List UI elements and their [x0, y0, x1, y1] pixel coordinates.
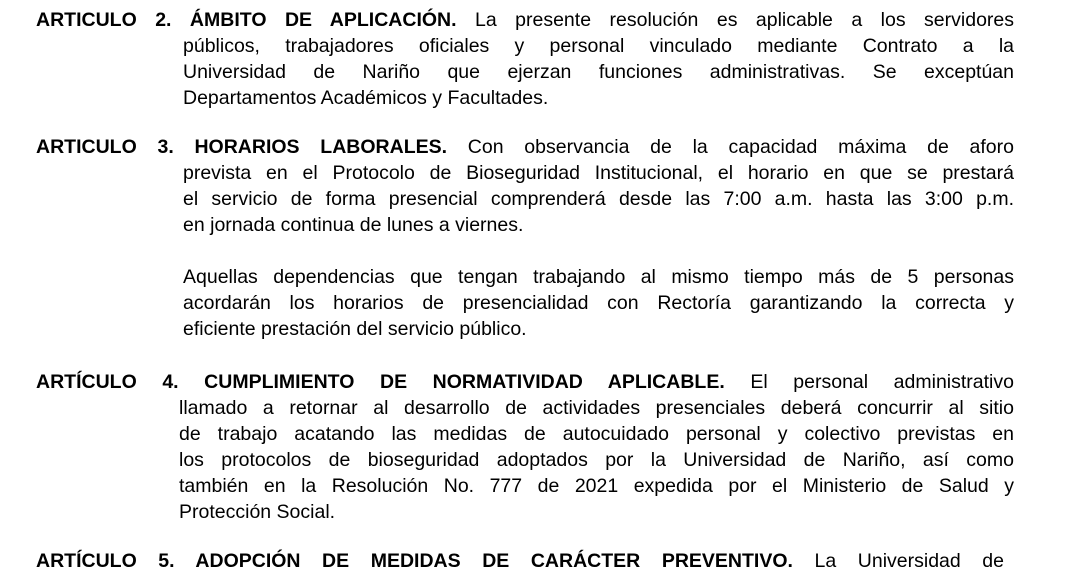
article-4-text-line-5: también en la Resolución No. 777 de 2021 expedida por el Ministerio de Salud y	[179, 475, 1014, 497]
article-5-first-line	[36, 548, 1004, 574]
article-3-text-line-1: Con observancia de la capacidad máxima de aforo	[467, 136, 1014, 158]
article-2-text-line-2: públicos, trabajadores oficiales y personal vinculado mediante Contrato a la	[183, 35, 1014, 57]
article-3-first-line	[36, 134, 1014, 160]
article-4-text-line-4: los protocolos de bioseguridad adoptados por la Universidad de Nariño, así como	[179, 449, 1014, 471]
article-2-text-line-3: Universidad de Nariño que ejerzan funciones administrativas. Se exceptúan	[183, 61, 1014, 83]
article-4-text-line-6: Protección Social.	[179, 501, 336, 523]
article-4-first-line	[36, 369, 1014, 395]
article-5-text-line-1: La Universidad de	[814, 550, 1004, 572]
article-3-para2-line-3: eficiente prestación del servicio público.	[183, 318, 527, 340]
article-3-text-line-2: prevista en el Protocolo de Bioseguridad Institucional, el horario en que se prestará	[183, 162, 1014, 184]
article-2-label: ARTICULO 2. ÁMBITO DE APLICACIÓN.	[36, 9, 457, 31]
article-4-text-line-2: llamado a retornar al desarrollo de actividades presenciales deberá concurrir al sitio	[179, 397, 1014, 419]
article-2-text-line-4: Departamentos Académicos y Facultades.	[183, 87, 549, 109]
article-4-text-line-1: El personal administrativo	[750, 371, 1014, 393]
article-3-para2-line-2: acordarán los horarios de presencialidad con Rectoría garantizando la correcta y	[183, 292, 1014, 314]
article-3-text-line-3: el servicio de forma presencial comprenderá desde las 7:00 a.m. hasta las 3:00 p.m.	[183, 188, 1014, 210]
article-2-first-line	[36, 7, 1014, 33]
article-5-label: ARTÍCULO 5. ADOPCIÓN DE MEDIDAS DE CARÁCTER PREVENTIVO.	[36, 550, 793, 572]
article-3-para2-line-1: Aquellas dependencias que tengan trabajando al mismo tiempo más de 5 personas	[183, 266, 1014, 288]
article-2-text-line-1: La presente resolución es aplicable a los servidores	[475, 9, 1014, 31]
article-4-label: ARTÍCULO 4. CUMPLIMIENTO DE NORMATIVIDAD APLICABLE.	[36, 371, 725, 393]
article-3-text-line-4: en jornada continua de lunes a viernes.	[183, 214, 524, 236]
article-3-label: ARTICULO 3. HORARIOS LABORALES.	[36, 136, 448, 158]
article-4-text-line-3: de trabajo acatando las medidas de autocuidado personal y colectivo previstas en	[179, 423, 1014, 445]
